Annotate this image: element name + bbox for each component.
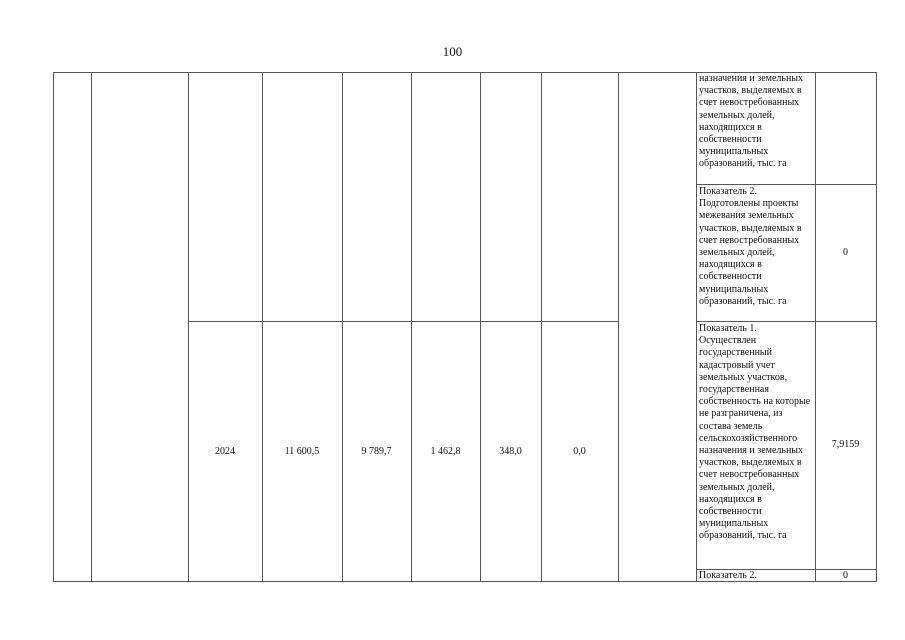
indicator-2-value: 0 (843, 247, 848, 258)
column-border (618, 72, 619, 582)
column-border (876, 72, 877, 582)
funding-cell: 1 462,8 (430, 446, 461, 457)
indicator-1-value: 7,9159 (831, 439, 860, 450)
funding-cell: 9 789,7 (361, 446, 392, 457)
indicator-divider-middle (696, 321, 876, 322)
row-divider-2024 (188, 321, 618, 322)
column-border (342, 72, 343, 582)
indicator-1-description: Показатель 1. Осуществлен государственный кадастровый учет земельных участков, государственная собственность на которые не разграничена, из состава земель сельскохозяйственного назначения и земельных участков, выделяемых в счет невостребованных земельных долей, находящихся в собственности муниципальных образований, тыс. га (699, 323, 811, 542)
funding-cell: 348,0 (499, 446, 522, 457)
column-border (411, 72, 412, 582)
column-border (815, 72, 816, 582)
year-cell: 2024 (215, 446, 235, 457)
column-border (480, 72, 481, 582)
column-border (541, 72, 542, 582)
indicator-divider-upper (696, 184, 876, 185)
column-border (91, 72, 92, 582)
indicator-1-continuation: назначения и земельных участков, выделяемых в счет невостребованных земельных долей, находящихся в собственности муниципальных образований, тыс. га (699, 73, 804, 170)
column-border (53, 72, 54, 582)
indicator-2-description: Показатель 2. Подготовлены проекты межевания земельных участков, выделяемых в счет невостребованных земельных долей, находящихся в собственности муниципальных образований, тыс. га (699, 186, 802, 307)
total-cell: 11 600,5 (284, 446, 320, 457)
indicator-2-value-2024: 0 (843, 570, 848, 581)
page-number: 100 (442, 44, 463, 59)
indicator-2-description-2024: Показатель 2. (699, 570, 757, 581)
column-border (262, 72, 263, 582)
column-border (696, 72, 697, 582)
column-border (188, 72, 189, 582)
funding-cell: 0,0 (573, 446, 586, 457)
